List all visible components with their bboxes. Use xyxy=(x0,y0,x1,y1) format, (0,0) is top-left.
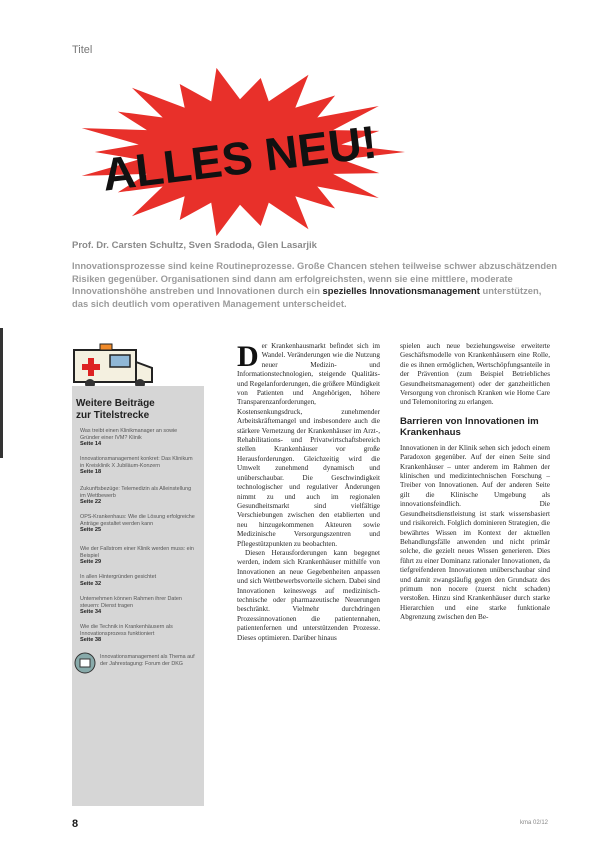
related-article-page: Seite 34 xyxy=(80,609,102,616)
intro-text-1: Innovationsprozesse sind keine Routineprozesse. Große Chancen stehen teilweise schwer abzuschätzenden Risiken gegenüber. Organisationen sind dann am erfolgreichsten, wenn sie eine mittlere, moderate Innovationshöhe anstreben und Innovationen durch ein xyxy=(72,260,558,297)
sidebar-heading-1: Weitere Beiträge xyxy=(76,398,155,409)
related-article[interactable] xyxy=(80,574,198,587)
related-article[interactable] xyxy=(80,514,198,534)
article-paragraph: er Krankenhausmarkt befindet sich im Wandel. Veränderungen wie die Nutzung neuer Medizin- und Informationstechnologien, steigende Qualitäts- und Regelanforderungen, die größere Mündigkeit von Patienten und Angehörigen, höhere Transparenzanforderungen, Kostensenkungsdruck, zunehmender Arbeitskräftemangel und insbesondere auch die stärkere Vernetzung der Krankenhäuser im Arzt-, Rehabilitations- und Privatwirtschaftsbereich stellen Krankenhäuser vor große Herausforderungen. Gleichzeitig wird die Umwelt zunehmend dynamisch und unüberschaubar. Die Geschwindigkeit technologischer und regulativer Änderungen nimmt zu und auch im regionalen Gesundheitsmarkt sind vielfältige Verschiebungen zwischen den etablierten und neu hinzugekommenen Akteuren sowie Medizinische Versorgungszentren und Pflegestützpunkten zu beobachten. xyxy=(237,342,380,548)
intro-lead xyxy=(72,260,560,310)
related-article[interactable] xyxy=(80,456,198,476)
related-article-title: In allen Hintergründen gesichtet xyxy=(80,574,157,580)
intro-text-2: unterstützen, das sich deutlich vom operativen Management unterscheidet. xyxy=(72,285,542,309)
page-number: 8 xyxy=(72,818,79,830)
related-article-title: OPS-Krankenhaus: Wie die Lösung erfolgreiche Anträge gestaltet werden kann xyxy=(80,514,195,527)
sidebar-heading-2: zur Titelstrecke xyxy=(76,410,150,421)
headline: ALLES NEU! xyxy=(99,115,380,201)
ambulance-illustration xyxy=(70,340,158,390)
related-article-page: Seite 25 xyxy=(80,527,102,534)
issue-label: kma 02/12 xyxy=(520,820,549,826)
intro-highlight: spezielles Innovationsmanagement xyxy=(322,285,480,297)
section-label: Titel xyxy=(72,44,93,56)
article-paragraph: Diesen Herausforderungen kann begegnet werden, indem sich Krankenhäuser mithilfe von Innovationen an neue Gegebenheiten anpassen und sich Wettbewerbsvorteile sichern. Dabei sind Innovationen keineswegs auf medizinisch-technische oder pharmazeutische Neuerungen beschränkt. Vielmehr durchdringen Prozessinnovationen die patientennahen, patientenfernen und unterstützenden Prozesse. Dieses optimieren. Darüber hinaus xyxy=(237,548,380,642)
related-article[interactable] xyxy=(80,486,198,506)
article-subheading: Barrieren von Innovationen im Krankenhaus xyxy=(400,415,539,438)
drop-cap: D xyxy=(237,340,259,373)
related-article[interactable] xyxy=(80,546,198,566)
related-article[interactable] xyxy=(80,596,198,616)
related-article[interactable] xyxy=(80,624,198,644)
page-edge-rule xyxy=(0,328,3,458)
related-article-page: Seite 38 xyxy=(80,637,102,644)
related-article-page: Seite 18 xyxy=(80,469,102,476)
related-article-title: Zukunftsbezüge: Telemedizin als Alleinstellung im Wettbewerb xyxy=(80,486,192,499)
related-article-page: Seite 29 xyxy=(80,559,102,566)
related-article-title: Wie der Fallstrom einer Klinik werden muss: ein Beispiel xyxy=(80,546,194,559)
authors-line: Prof. Dr. Carsten Schultz, Sven Sradoda, Glen Lasarjik xyxy=(72,240,317,251)
article-paragraph: Innovationen in der Klinik sehen sich jedoch einem Paradoxon gegenüber. Auf der einen Seite sind Krankenhäuser – unter anderem im Rahmen der klinischen und medizintechnischen Forschung – Treiber von Innovationen. Auf der anderen Seite gilt die Klinische Umgebung als innovationsfeindlich. Die Gesundheitsdienstleistung ist stark wissensbasiert und risikoreich. Folglich dominieren Strategien, die bewährtes Wissen im Kontext der aktuellen Behandlungsfälle anwenden und nicht primär solche, die gezielt neues Wissen generieren. Dies führt zu einer Dominanz rationaler Innovationen, da tiefgreifenderen Innovationen unüberschaubar sind und damit zwangsläufig gegen den Grundsatz des primum non nocere (zuerst nicht schaden) verstoßen. Hinzu sind Krankenhäuser durch starke Hierarchien und eine starke funktionale Abgrenzung zwischen den Be- xyxy=(400,443,550,622)
related-article-page: Seite 22 xyxy=(80,499,102,506)
related-article[interactable] xyxy=(80,428,198,448)
article-paragraph: spielen auch neue beziehungsweise erweiterte Geschäftsmodelle von Krankenhäusern eine Rolle, die es ihnen ermöglichen, Wertschöpfungsanteile in der Prävention (zum Beispiel Betriebliches Gesundheitsmanagement) oder der ganzheitlichen Versorgung von chronisch Kranken wie Home Care und Telemonitoring zu erlangen. xyxy=(400,342,550,407)
related-article-title: Unternehmen können Rahmen ihrer Daten steuern: Dienst tragen xyxy=(80,596,182,609)
article-column-1 xyxy=(237,342,380,643)
related-article-page: Seite 14 xyxy=(80,441,102,448)
article-column-2 xyxy=(400,342,550,623)
event-logo-icon xyxy=(74,652,96,674)
related-article-title: Was treibt einen Klinikmanager an sowie Gründer einer IVM? Klinik xyxy=(80,428,178,441)
related-article-page: Seite 32 xyxy=(80,580,102,587)
related-article-title: Innovationsmanagement konkret: Das Klinikum in Kreisklinik X Jubiläum-Konzern xyxy=(80,456,193,469)
sidebar-footnote: Innovationsmanagement als Thema auf der Jahrestagung: Forum der DKG xyxy=(100,654,195,667)
headline-burst xyxy=(70,62,410,237)
related-article-title: Wie die Technik in Krankenhäusern als Innovationsprozess funktioniert xyxy=(80,624,173,637)
related-articles-heading xyxy=(76,398,155,422)
